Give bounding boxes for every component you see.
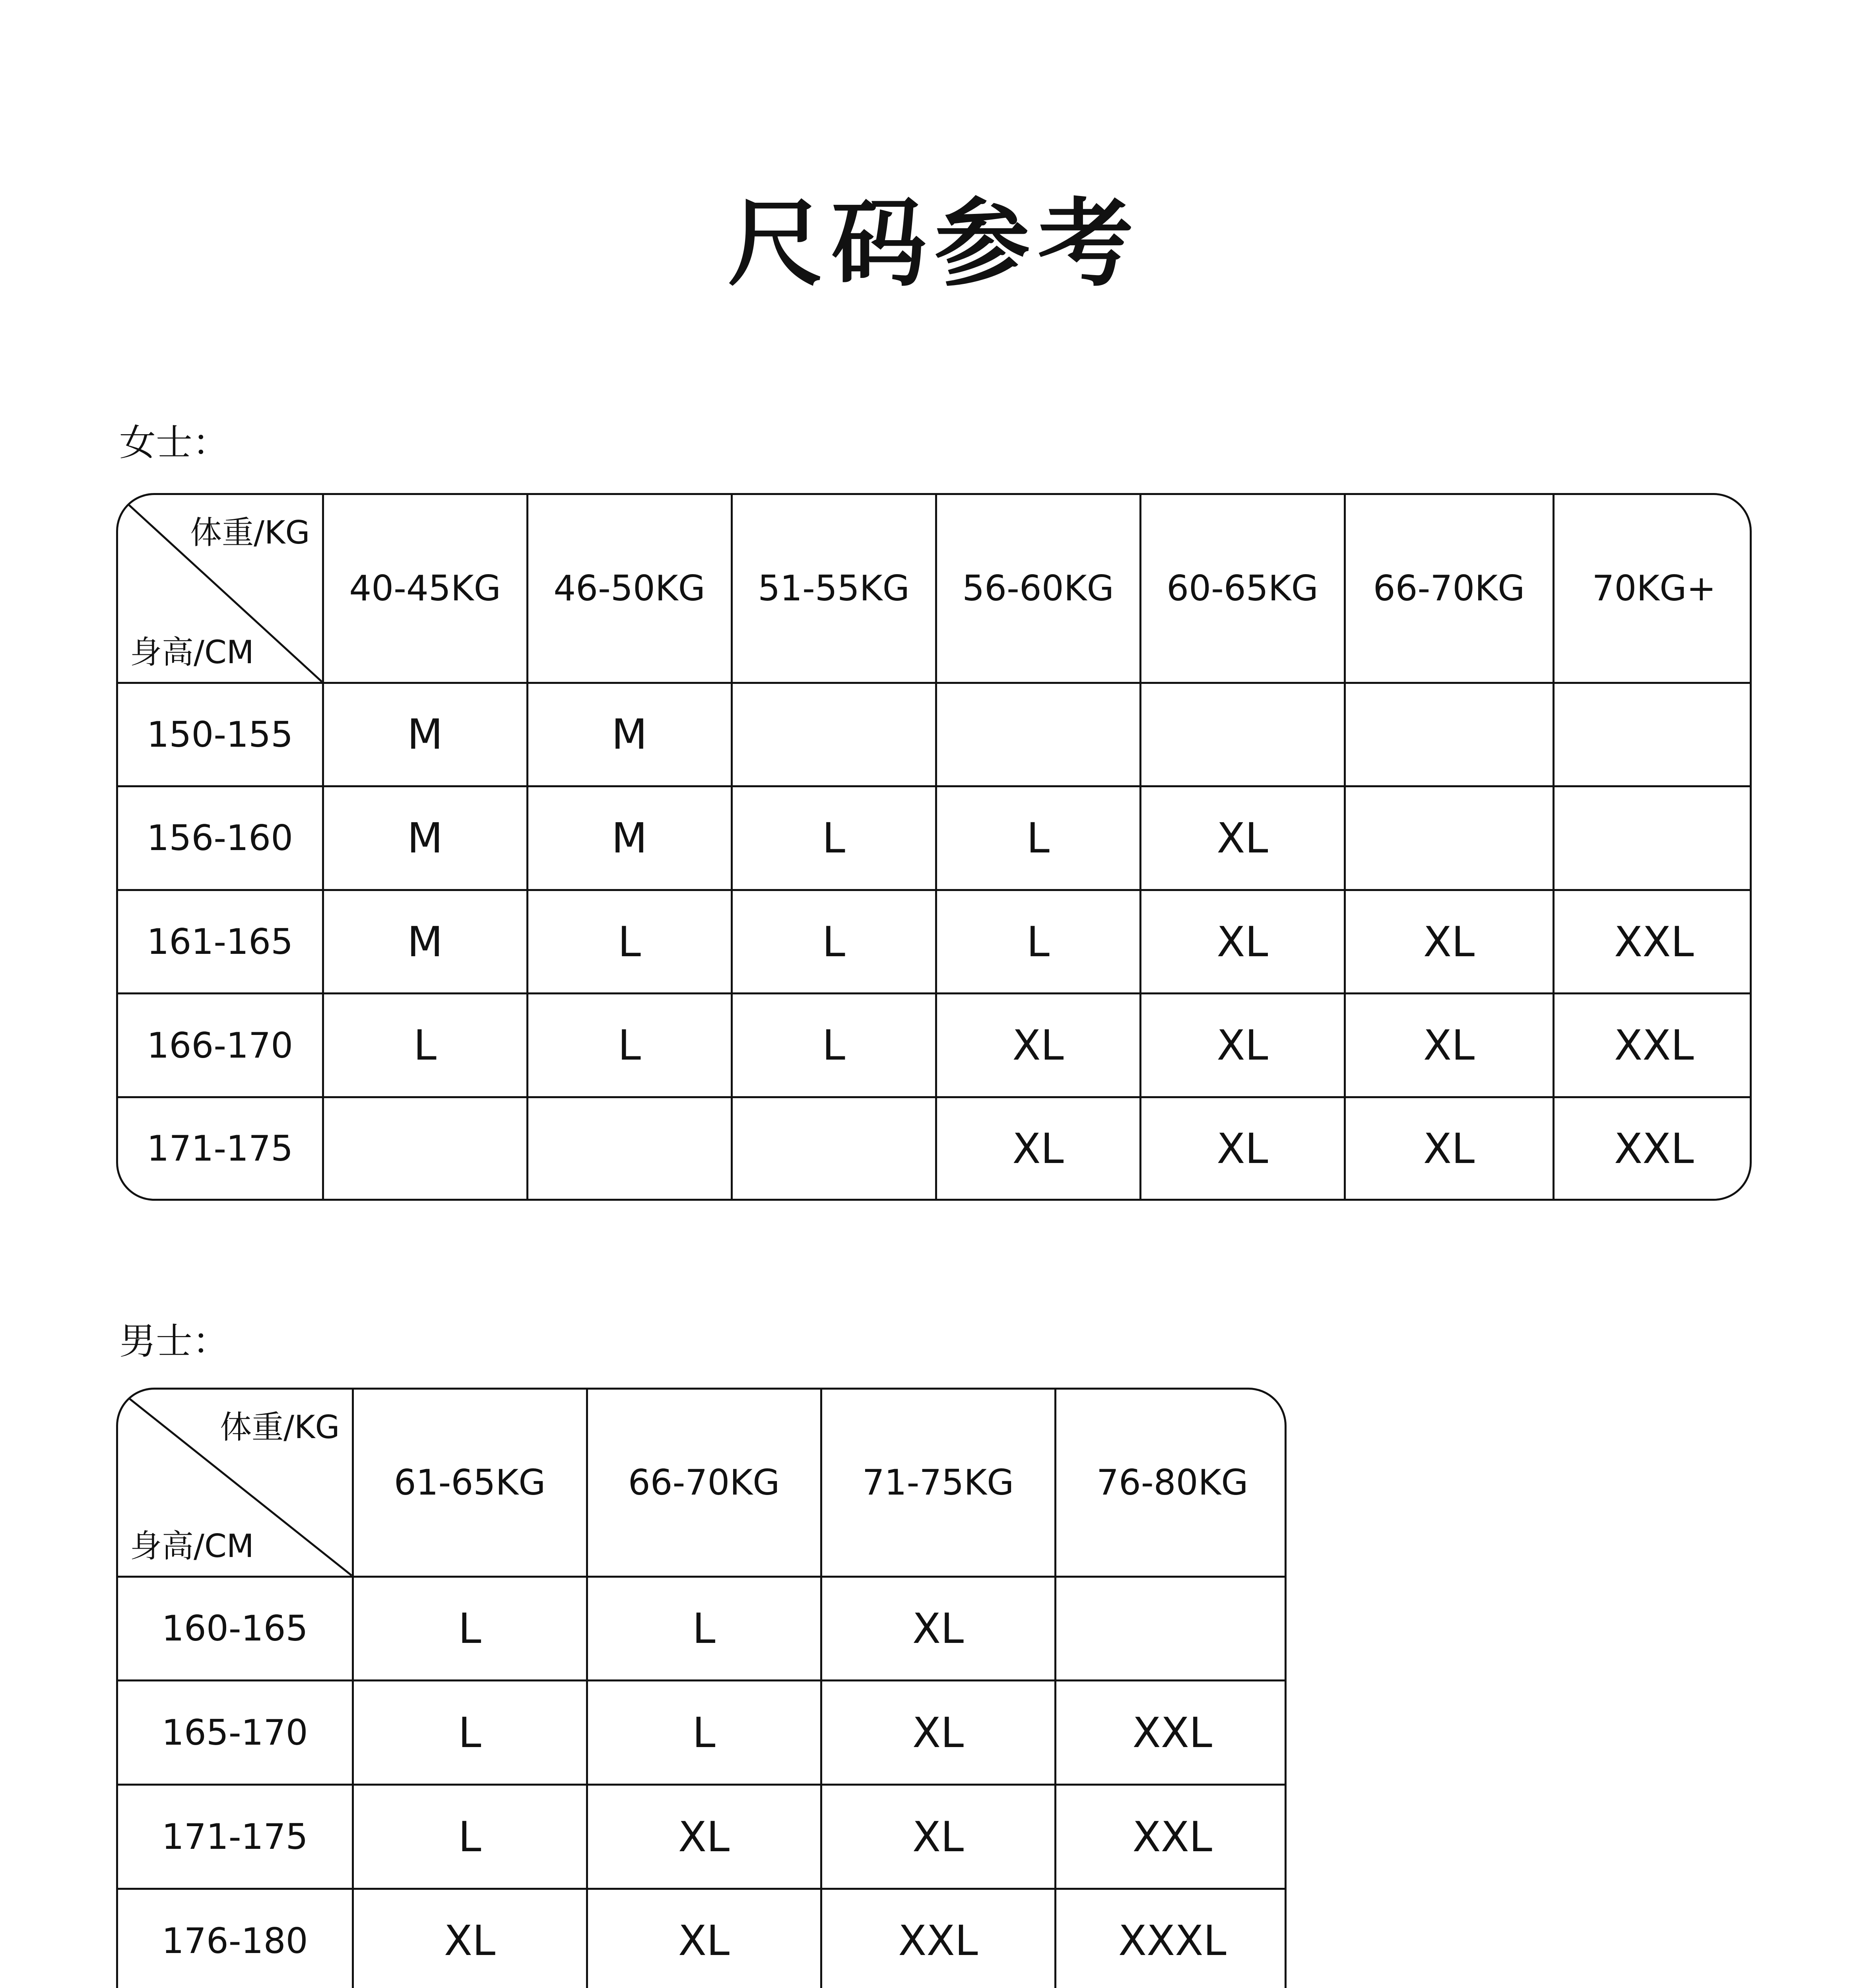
- men-size-table: [116, 1388, 1287, 1988]
- size-cell: XL: [821, 1576, 1055, 1681]
- row-header: 171-175: [118, 1785, 353, 1889]
- size-cell: L: [527, 994, 732, 1097]
- column-header: 60-65KG: [1140, 495, 1345, 683]
- women-corner-cell: [118, 495, 323, 683]
- size-cell: L: [732, 786, 936, 890]
- women-size-table: [116, 493, 1752, 1201]
- size-cell: [732, 1097, 936, 1199]
- size-cell: L: [936, 890, 1140, 994]
- women-section-label: 女士：: [119, 421, 229, 464]
- size-cell: M: [527, 683, 732, 786]
- size-cell: XL: [1140, 994, 1345, 1097]
- size-cell: XL: [1140, 890, 1345, 994]
- size-cell: XL: [587, 1889, 821, 1988]
- size-cell: M: [323, 683, 527, 786]
- row-header: 150-155: [118, 683, 323, 786]
- corner-height-label: 身高/CM: [130, 1527, 254, 1565]
- column-header: 46-50KG: [527, 495, 732, 683]
- column-header: 70KG+: [1553, 495, 1752, 683]
- size-cell: XXL: [1553, 994, 1752, 1097]
- size-cell: L: [587, 1576, 821, 1681]
- size-cell: [1553, 786, 1752, 890]
- size-cell: XXL: [1055, 1785, 1287, 1889]
- table-row: [118, 994, 1752, 1097]
- size-cell: L: [587, 1681, 821, 1785]
- size-cell: [732, 683, 936, 786]
- table-row: [118, 683, 1752, 786]
- size-cell: L: [353, 1681, 587, 1785]
- size-cell: M: [323, 890, 527, 994]
- table-row: [118, 1576, 1287, 1681]
- size-cell: XXL: [821, 1889, 1055, 1988]
- size-cell: XL: [821, 1785, 1055, 1889]
- row-header: 156-160: [118, 786, 323, 890]
- size-cell: XXL: [1553, 1097, 1752, 1199]
- size-cell: [323, 1097, 527, 1199]
- size-cell: [1345, 683, 1553, 786]
- column-header: 40-45KG: [323, 495, 527, 683]
- size-cell: XL: [1345, 994, 1553, 1097]
- size-cell: [1345, 786, 1553, 890]
- table-row: [118, 786, 1752, 890]
- corner-weight-label: 体重/KG: [190, 514, 310, 551]
- size-cell: L: [936, 786, 1140, 890]
- size-cell: M: [527, 786, 732, 890]
- column-header: 71-75KG: [821, 1390, 1055, 1576]
- size-cell: L: [527, 890, 732, 994]
- row-header: 165-170: [118, 1681, 353, 1785]
- size-cell: XL: [1140, 1097, 1345, 1199]
- corner-height-label: 身高/CM: [130, 633, 254, 671]
- size-cell: L: [323, 994, 527, 1097]
- column-header: 51-55KG: [732, 495, 936, 683]
- size-cell: XL: [587, 1785, 821, 1889]
- size-cell: XL: [821, 1681, 1055, 1785]
- table-row: [118, 1097, 1752, 1199]
- column-header: 56-60KG: [936, 495, 1140, 683]
- size-cell: [936, 683, 1140, 786]
- row-header: 166-170: [118, 994, 323, 1097]
- size-cell: M: [323, 786, 527, 890]
- size-cell: [1140, 683, 1345, 786]
- page-title: 尺码参考: [728, 188, 1141, 299]
- size-cell: L: [353, 1785, 587, 1889]
- row-header: 176-180: [118, 1889, 353, 1988]
- row-header: 171-175: [118, 1097, 323, 1199]
- column-header: 76-80KG: [1055, 1390, 1287, 1576]
- column-header: 61-65KG: [353, 1390, 587, 1576]
- size-cell: L: [732, 994, 936, 1097]
- size-cell: XXL: [1553, 890, 1752, 994]
- table-row: [118, 1889, 1287, 1988]
- size-cell: XL: [1140, 786, 1345, 890]
- men-section-label: 男士：: [119, 1320, 229, 1363]
- size-cell: [1055, 1576, 1287, 1681]
- corner-weight-label: 体重/KG: [220, 1409, 340, 1446]
- size-cell: XXXL: [1055, 1889, 1287, 1988]
- table-row: [118, 890, 1752, 994]
- size-cell: L: [353, 1576, 587, 1681]
- table-row: [118, 1785, 1287, 1889]
- size-cell: XL: [353, 1889, 587, 1988]
- row-header: 160-165: [118, 1576, 353, 1681]
- men-corner-cell: [118, 1390, 353, 1576]
- size-cell: [1553, 683, 1752, 786]
- table-row: [118, 1681, 1287, 1785]
- size-cell: [527, 1097, 732, 1199]
- size-cell: XL: [936, 1097, 1140, 1199]
- size-cell: XL: [936, 994, 1140, 1097]
- size-cell: L: [732, 890, 936, 994]
- size-cell: XL: [1345, 1097, 1553, 1199]
- size-cell: XXL: [1055, 1681, 1287, 1785]
- size-cell: XL: [1345, 890, 1553, 994]
- column-header: 66-70KG: [587, 1390, 821, 1576]
- row-header: 161-165: [118, 890, 323, 994]
- column-header: 66-70KG: [1345, 495, 1553, 683]
